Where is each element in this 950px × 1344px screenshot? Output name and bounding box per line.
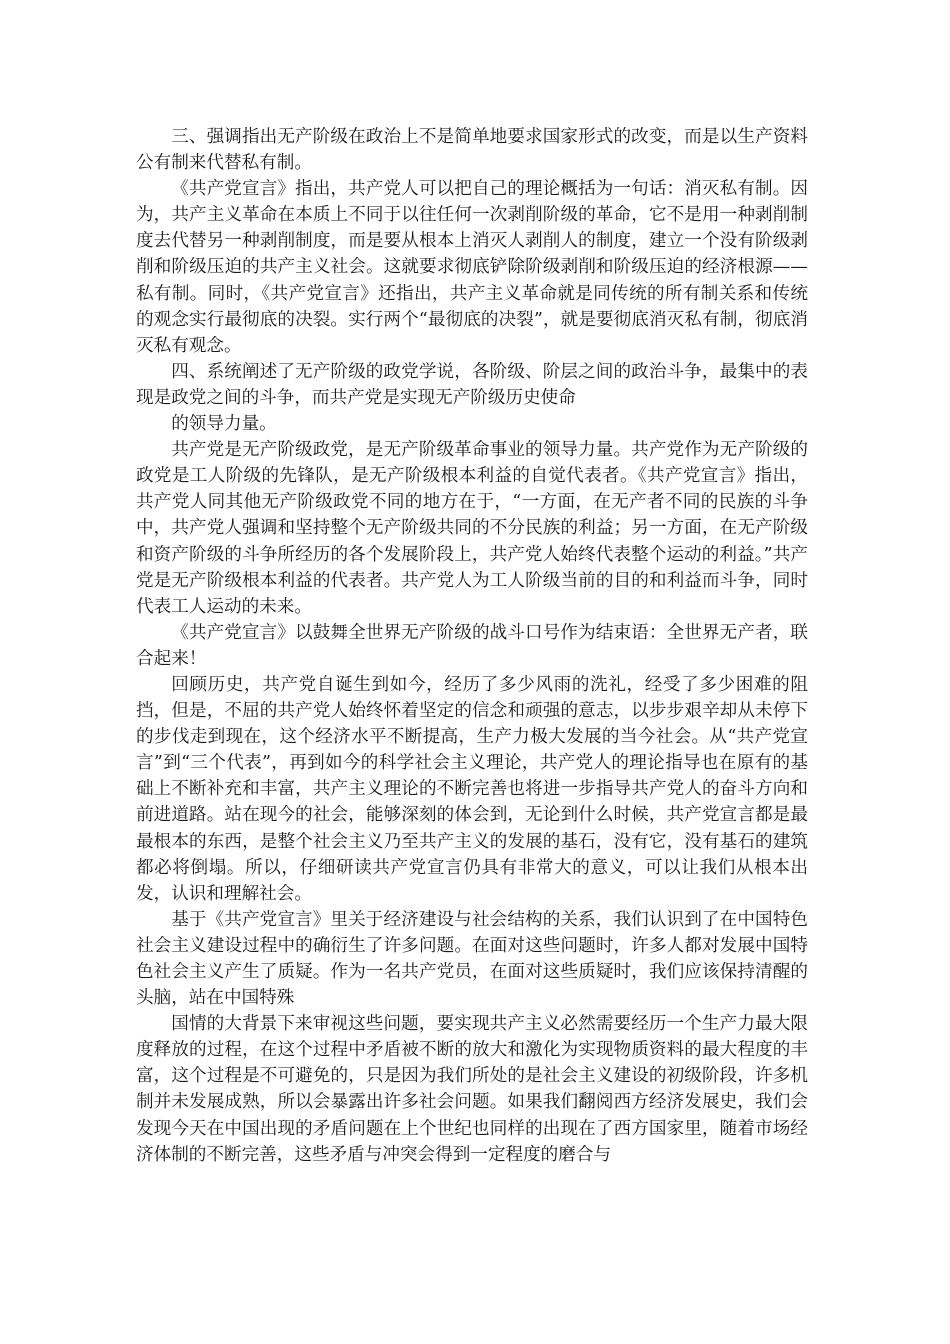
paragraph-history-review: 回顾历史，共产党自诞生到如今，经历了多少风雨的洗礼，经受了多少困难的阻挡，但是，不屈的共产党人始终怀着坚定的信念和顽强的意志，以步步艰辛却从未停下的步伐走到现在，这个经济水平不断提高，生产力极大发展的当今社会。从“共产党宣言”到“三个代表”，再到如今的科学社会主义理论，共产党人的理论指导也在原有的基础上不断补充和丰富，共产主义理论的不断完善也将进一步指导共产党人的奋斗方向和前进道路。站在现今的社会，能够深刻的体会到，无论到什么时候，共产党宣言都是最最根本的东西，是整个社会主义乃至共产主义的发展的基石，没有它，没有基石的建筑都必将倒塌。所以，仔细研读共产党宣言仍具有非常大的意义，可以让我们从根本出发，认识和理解社会。 (136, 674, 808, 904)
paragraph-section-three-heading: 三、强调指出无产阶级在政治上不是简单地要求国家形式的改变，而是以生产资料公有制来代替私有制。 (136, 127, 808, 174)
document-body (136, 124, 808, 1168)
paragraph-economic-construction: 基于《共产党宣言》里关于经济建设与社会结构的关系，我们认识到了在中国特色社会主义建设过程中的确衍生了许多问题。在面对这些问题时，许多人都对发展中国特色社会主义产生了质疑。作为一名共产党员，在面对这些质疑时，我们应该保持清醒的头脑，站在中国特殊 (136, 909, 808, 1009)
paragraph-section-four-heading: 四、系统阐述了无产阶级的政党学说，各阶级、阶层之间的政治斗争，最集中的表现是政党之间的斗争，而共产党是实现无产阶级历史使命 (136, 361, 808, 408)
paragraph-national-conditions: 国情的大背景下来审视这些问题，要实现共产主义必然需要经历一个生产力最大限度释放的过程，在这个过程中矛盾被不断的放大和激化为实现物质资料的最大程度的丰富，这个过程是不可避免的，只是因为我们所处的是社会主义建设的初级阶段，许多机制并未发展成熟，所以会暴露出许多社会问题。如果我们翻阅西方经济发展史，我们会发现今天在中国出现的矛盾问题在上个世纪也同样的出现在了西方国家里，随着市场经济体制的不断完善，这些矛盾与冲突会得到一定程度的磨合与 (136, 1014, 808, 1165)
paragraph-closing-slogan: 《共产党宣言》以鼓舞全世界无产阶级的战斗口号作为结束语：全世界无产者，联合起来！ (136, 622, 808, 669)
paragraph-section-four-heading-continued: 的领导力量。 (171, 414, 277, 435)
paragraph-abolish-private-property: 《共产党宣言》指出，共产党人可以把自己的理论概括为一句话：消灭私有制。因为，共产主义革命在本质上不同于以往任何一次剥削阶级的革命，它不是用一种剥削制度去代替另一种剥削制度，而是要从根本上消灭人剥削人的制度，建立一个没有阶级剥削和阶级压迫的共产主义社会。这就要求彻底铲除阶级剥削和阶级压迫的经济根源——私有制。同时，《共产党宣言》还指出，共产主义革命就是同传统的所有制关系和传统的观念实行最彻底的决裂。实行两个“最彻底的决裂”，就是要彻底消灭私有制，彻底消灭私有观念。 (136, 179, 808, 356)
paragraph-party-leadership: 共产党是无产阶级政党，是无产阶级革命事业的领导力量。共产党作为无产阶级的政党是工人阶级的先锋队，是无产阶级根本利益的自觉代表者。《共产党宣言》指出，共产党人同其他无产阶级政党不同的地方在于，“一方面，在无产者不同的民族的斗争中，共产党人强调和坚持整个无产阶级共同的不分民族的利益；另一方面，在无产阶级和资产阶级的斗争所经历的各个发展阶段上，共产党人始终代表整个运动的利益。”共产党是无产阶级根本利益的代表者。共产党人为工人阶级当前的目的和利益而斗争，同时代表工人运动的未来。 (136, 440, 808, 617)
